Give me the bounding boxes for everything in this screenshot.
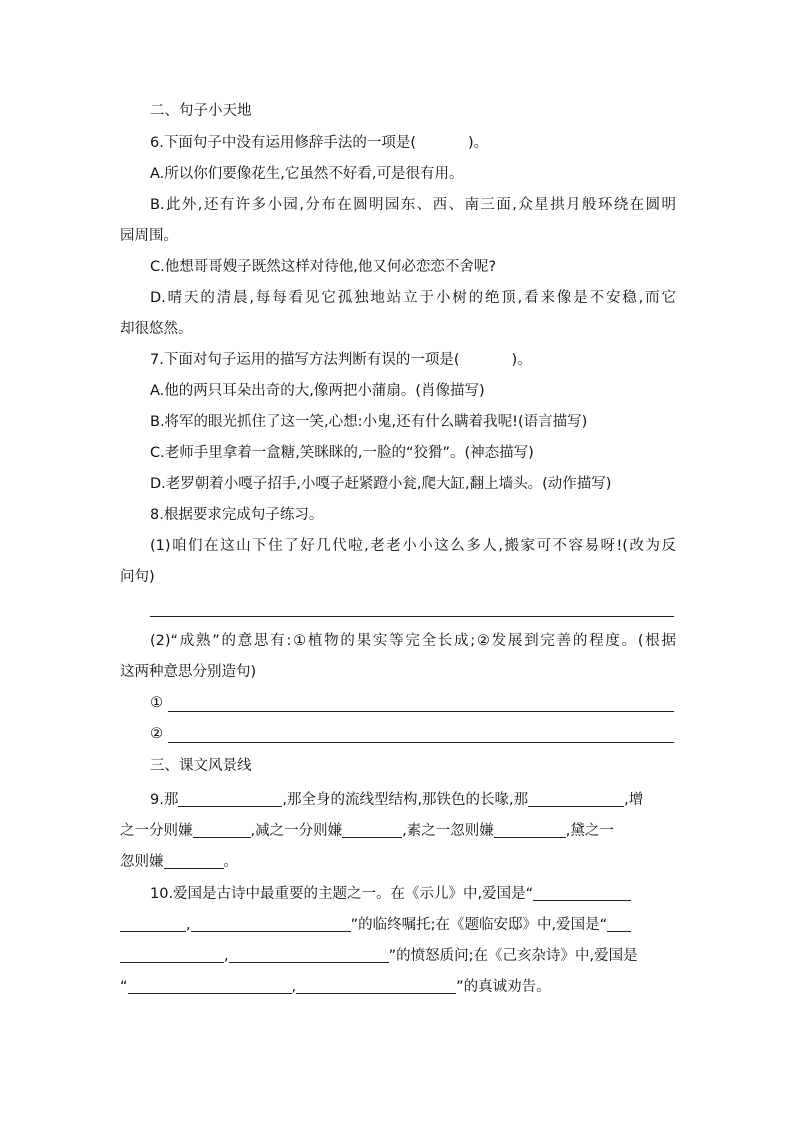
q8-answer-2-marker: ② bbox=[150, 726, 163, 742]
q6-option-a: A.所以你们要像花生,它虽然不好看,可是很有用。 bbox=[150, 166, 464, 182]
q7-option-d: D.老罗朝着小嘎子招手,小嘎子赶紧蹬小瓮,爬大缸,翻上墙头。(动作描写) bbox=[150, 476, 612, 492]
q9-blank-1[interactable] bbox=[178, 791, 282, 807]
q9-blank-5[interactable] bbox=[494, 822, 566, 838]
section-2-title: 二、句子小天地 bbox=[150, 103, 252, 119]
section-3-title: 三、课文风景线 bbox=[150, 758, 252, 774]
q8-part2-cont: 这两种意思分别造句) bbox=[120, 664, 257, 680]
q10-line-3: , ”的愤怒质问;在《己亥杂诗》中,爱国是 bbox=[120, 947, 676, 964]
q9-blank-2[interactable] bbox=[528, 791, 624, 807]
q9-blank-4[interactable] bbox=[342, 822, 402, 838]
q10-line-1: 10.爱国是古诗中最重要的主题之一。在《示儿》中,爱国是“ bbox=[150, 885, 676, 902]
q6-option-b: B.此外,还有许多小园,分布在圆明园东、西、南三面,众星拱月般环绕在圆明 bbox=[150, 197, 676, 213]
q7-option-a: A.他的两只耳朵出奇的大,像两把小蒲扇。(肖像描写) bbox=[150, 383, 485, 399]
q10-blank-2[interactable] bbox=[191, 916, 351, 932]
q10-blank-4[interactable] bbox=[229, 947, 389, 963]
q10-line-4: “ , ”的真诚劝告。 bbox=[120, 979, 551, 995]
q7-option-b: B.将军的眼光抓住了这一笑,心想:小鬼,还有什么瞒着我呢!(语言描写) bbox=[150, 414, 588, 430]
q9-line-1: 9.那 ,那全身的流线型结构,那铁色的长喙,那 ,增 bbox=[150, 792, 644, 808]
q8-part2: (2)“成熟”的意思有:①植物的果实等完全长成;②发展到完善的程度。(根据 bbox=[150, 633, 676, 649]
q6-option-b-cont: 园周围。 bbox=[120, 228, 178, 244]
q10-blank-1[interactable] bbox=[533, 885, 631, 901]
q10-blank-3-cont[interactable] bbox=[120, 947, 224, 963]
q10-blank-6[interactable] bbox=[296, 978, 456, 994]
q8-part1-cont: 问句) bbox=[120, 569, 155, 585]
q7-stem: 7.下面对句子运用的描写方法判断有误的一项是( )。 bbox=[150, 352, 532, 368]
q9-blank-3[interactable] bbox=[193, 822, 251, 838]
q6-stem: 6.下面句子中没有运用修辞手法的一项是( )。 bbox=[150, 135, 489, 151]
q6-option-d-cont: 却很悠然。 bbox=[120, 321, 193, 337]
q9-line-2: 之一分则嫌 ,减之一分则嫌 ,素之一忽则嫌 ,黛之一 bbox=[120, 823, 614, 839]
q6-option-d: D.晴天的清晨,每每看见它孤独地站立于小树的绝顶,看来像是不安稳,而它 bbox=[150, 290, 676, 306]
q7-option-c: C.老师手里拿着一盒糖,笑眯眯的,一脸的“狡猾”。(神态描写) bbox=[150, 445, 534, 461]
q10-blank-3[interactable] bbox=[607, 916, 631, 932]
q9-blank-6[interactable] bbox=[164, 853, 224, 869]
q6-option-c: C.他想哥哥嫂子既然这样对待他,他又何必恋恋不舍呢? bbox=[150, 259, 497, 275]
q8-stem: 8.根据要求完成句子练习。 bbox=[150, 507, 324, 523]
q8-answer-1-marker: ① bbox=[150, 695, 163, 711]
q8-part1: (1)咱们在这山下住了好几代啦,老老小小这么多人,搬家可不容易呀!(改为反 bbox=[150, 538, 676, 554]
q8-answer-1-line[interactable] bbox=[168, 711, 674, 712]
q10-blank-5[interactable] bbox=[128, 978, 292, 994]
q8-part1-answer-line[interactable] bbox=[150, 616, 674, 617]
q9-line-3: 忽则嫌 。 bbox=[120, 854, 238, 870]
q10-line-2: , ”的临终嘱托;在《题临安邸》中,爱国是“ bbox=[120, 916, 676, 933]
q8-answer-2-line[interactable] bbox=[168, 742, 674, 743]
q10-blank-1-cont[interactable] bbox=[120, 916, 186, 932]
